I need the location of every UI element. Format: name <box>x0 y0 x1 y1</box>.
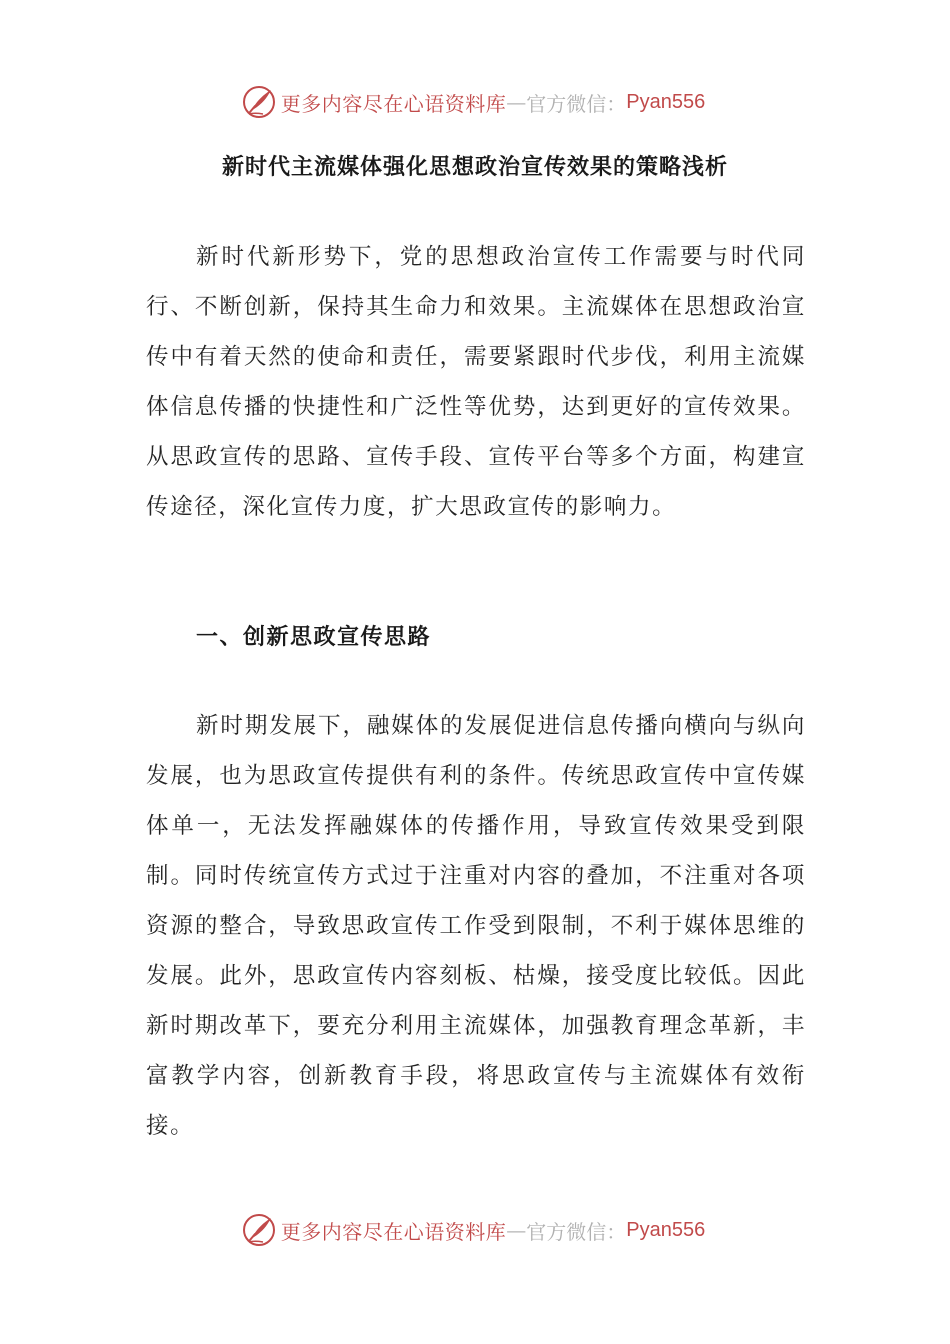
banner-official-label: 官方微信： <box>526 91 627 116</box>
banner-text: 更多内容尽在心语资料库 <box>280 91 507 116</box>
section-1-paragraph: 新时期发展下，融媒体的发展促进信息传播向横向与纵向发展，也为思政宣传提供有利的条件。传统思政宣传中宣传媒体单一，无法发挥融媒体的传播作用，导致宣传效果受到限制。同时传统宣传方式过于注重对内容的叠加，不注重对各项资源的整合，导致思政宣传工作受到限制，不利于媒体思维的发展。此外，思政宣传内容刻板、枯燥，接受度比较低。因此新时期改革下，要充分利用主流媒体，加强教育理念革新，丰富教学内容，创新教育手段，将思政宣传与主流媒体有效衔接。 <box>146 713 806 1139</box>
banner-wechat-id: Pyan556 <box>626 90 706 113</box>
banner-separator: — <box>506 90 527 114</box>
intro-paragraph: 新时代新形势下，党的思想政治宣传工作需要与时代同行、不断创新，保持其生命力和效果。主流媒体在思想政治宣传中有着天然的使命和责任，需要紧跟时代步伐，利用主流媒体信息传播的快捷性和广泛性等优势，达到更好的宣传效果。从思政宣传的思路、宣传手段、宣传平台等多个方面，构建宣传途径，深化宣传力度，扩大思政宣传的影响力。 <box>146 244 806 520</box>
document-title: 新时代主流媒体强化思想政治宣传效果的策略浅析 <box>221 155 728 180</box>
banner-content <box>241 1212 705 1248</box>
banner-wechat-id: Pyan556 <box>626 1218 706 1241</box>
footer-watermark-banner <box>0 1208 950 1252</box>
quill-pen-logo-icon <box>241 1212 277 1248</box>
header-watermark-banner <box>0 80 950 124</box>
section-heading-1: 一、创新思政宣传思路 <box>196 625 432 650</box>
banner-official-label: 官方微信： <box>526 1219 627 1244</box>
banner-separator: — <box>506 1218 527 1242</box>
quill-pen-logo-icon <box>241 84 277 120</box>
banner-content <box>241 84 705 120</box>
banner-text: 更多内容尽在心语资料库 <box>280 1219 507 1244</box>
